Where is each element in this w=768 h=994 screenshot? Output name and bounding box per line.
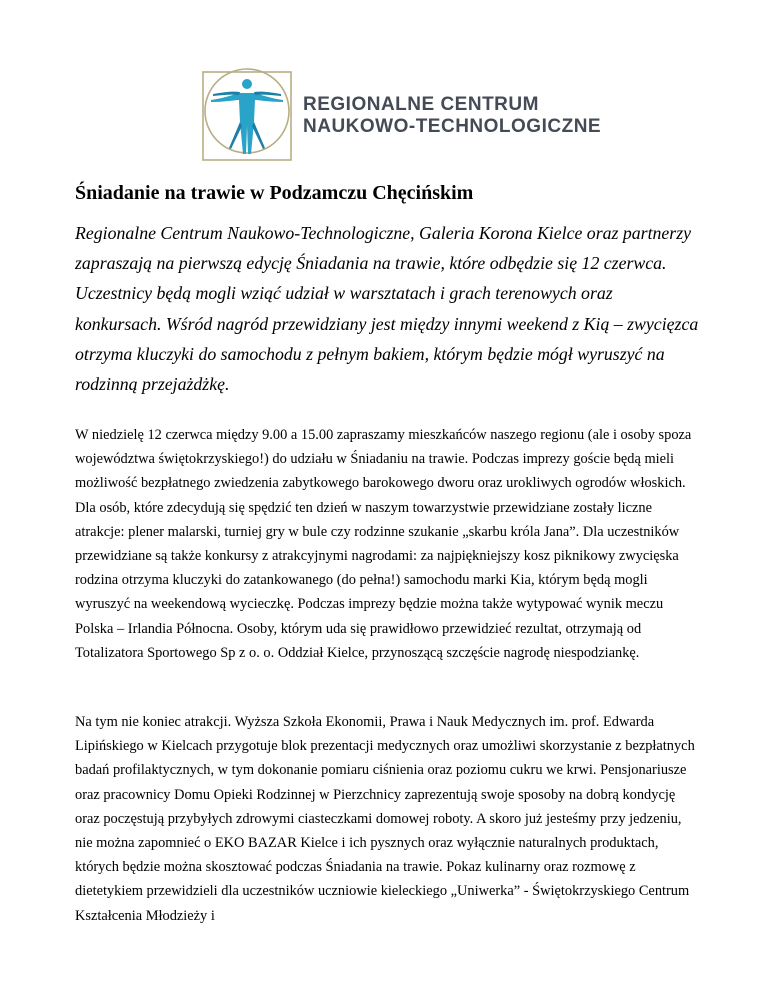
article-lead: Regionalne Centrum Naukowo-Technologiczne, Galeria Korona Kielce oraz partnerzy zapraszają na pierwszą edycję Śniadania na trawie, które odbędzie się 12 czerwca. Uczestnicy będą mogli wziąć udział w warsztatach i grach terenowych oraz konkursach. Wśród nagród przewidziany jest między innymi weekend z Kią – zwycięzca otrzyma kluczyki do samochodu z pełnym bakiem, którym będzie mógł wyruszyć na rodzinną przejażdżkę. [75,223,699,395]
organization-logo [199,64,619,164]
article-title: Śniadanie na trawie w Podzamczu Chęcińskim [75,182,474,204]
logo-wordmark [303,94,601,138]
vitruvian-man-icon [199,64,299,164]
logo-line-1: REGIONALNE CENTRUM [303,94,539,115]
article-paragraph-2: Na tym nie koniec atrakcji. Wyższa Szkoła Ekonomii, Prawa i Nauk Medycznych im. prof. Edwarda Lipińskiego w Kielcach przygotuje blok prezentacji medycznych oraz umożliwi skorzystanie z bezpłatnych badań profilaktycznych, w tym dokonanie pomiaru ciśnienia oraz poziomu cukru we krwi. Pensjonariusze oraz pracownicy Domu Opieki Rodzinnej w Pierzchnicy zaprezentują swoje sposoby na dobrą kondycję oraz poczęstują przybyłych zdrowymi ciasteczkami domowej roboty. A skoro już jesteśmy przy jedzeniu, nie można zapomnieć o EKO BAZAR Kielce i ich pysznych oraz wyłącznie naturalnych produktach, których będzie można skosztować podczas Śniadania na trawie. Pokaz kulinarny oraz rozmowę z dietetykiem przewidzieli dla uczestników uczniowie kieleckiego „Uniwerka” - Świętokrzyskiego Centrum Kształcenia Młodzieży i [75,714,695,924]
article-paragraph-1: W niedzielę 12 czerwca między 9.00 a 15.00 zapraszamy mieszkańców naszego regionu (ale i osoby spoza województwa świętokrzyskiego!) do udziału w Śniadaniu na trawie. Podczas imprezy goście będą mieli możliwość bezpłatnego zwiedzenia zabytkowego barokowego dworu oraz urokliwych ogrodów włoskich. Dla osób, które zdecydują się spędzić ten dzień w naszym towarzystwie przewidziane zostały liczne atrakcje: plener malarski, turniej gry w bule czy rodzinne szukanie „skarbu króla Jana”. Dla uczestników przewidziane są także konkursy z atrakcyjnymi nagrodami: za najpiękniejszy kosz piknikowy zwycięska rodzina otrzyma kluczyki do zatankowanego (do pełna!) samochodu marki Kia, którym będą mogli wyruszyć na weekendową wycieczkę. Podczas imprezy będzie można także wytypować wynik meczu Polska – Irlandia Północna. Osoby, którym uda się prawidłowo przewidzieć rezultat, otrzymają od Totalizatora Sportowego Sp z o. o. Oddział Kielce, przynoszącą szczęście nagrodę niespodziankę. [75,427,692,661]
logo-figure [211,79,283,154]
logo-line-2: NAUKOWO-TECHNOLOGICZNE [303,116,602,137]
